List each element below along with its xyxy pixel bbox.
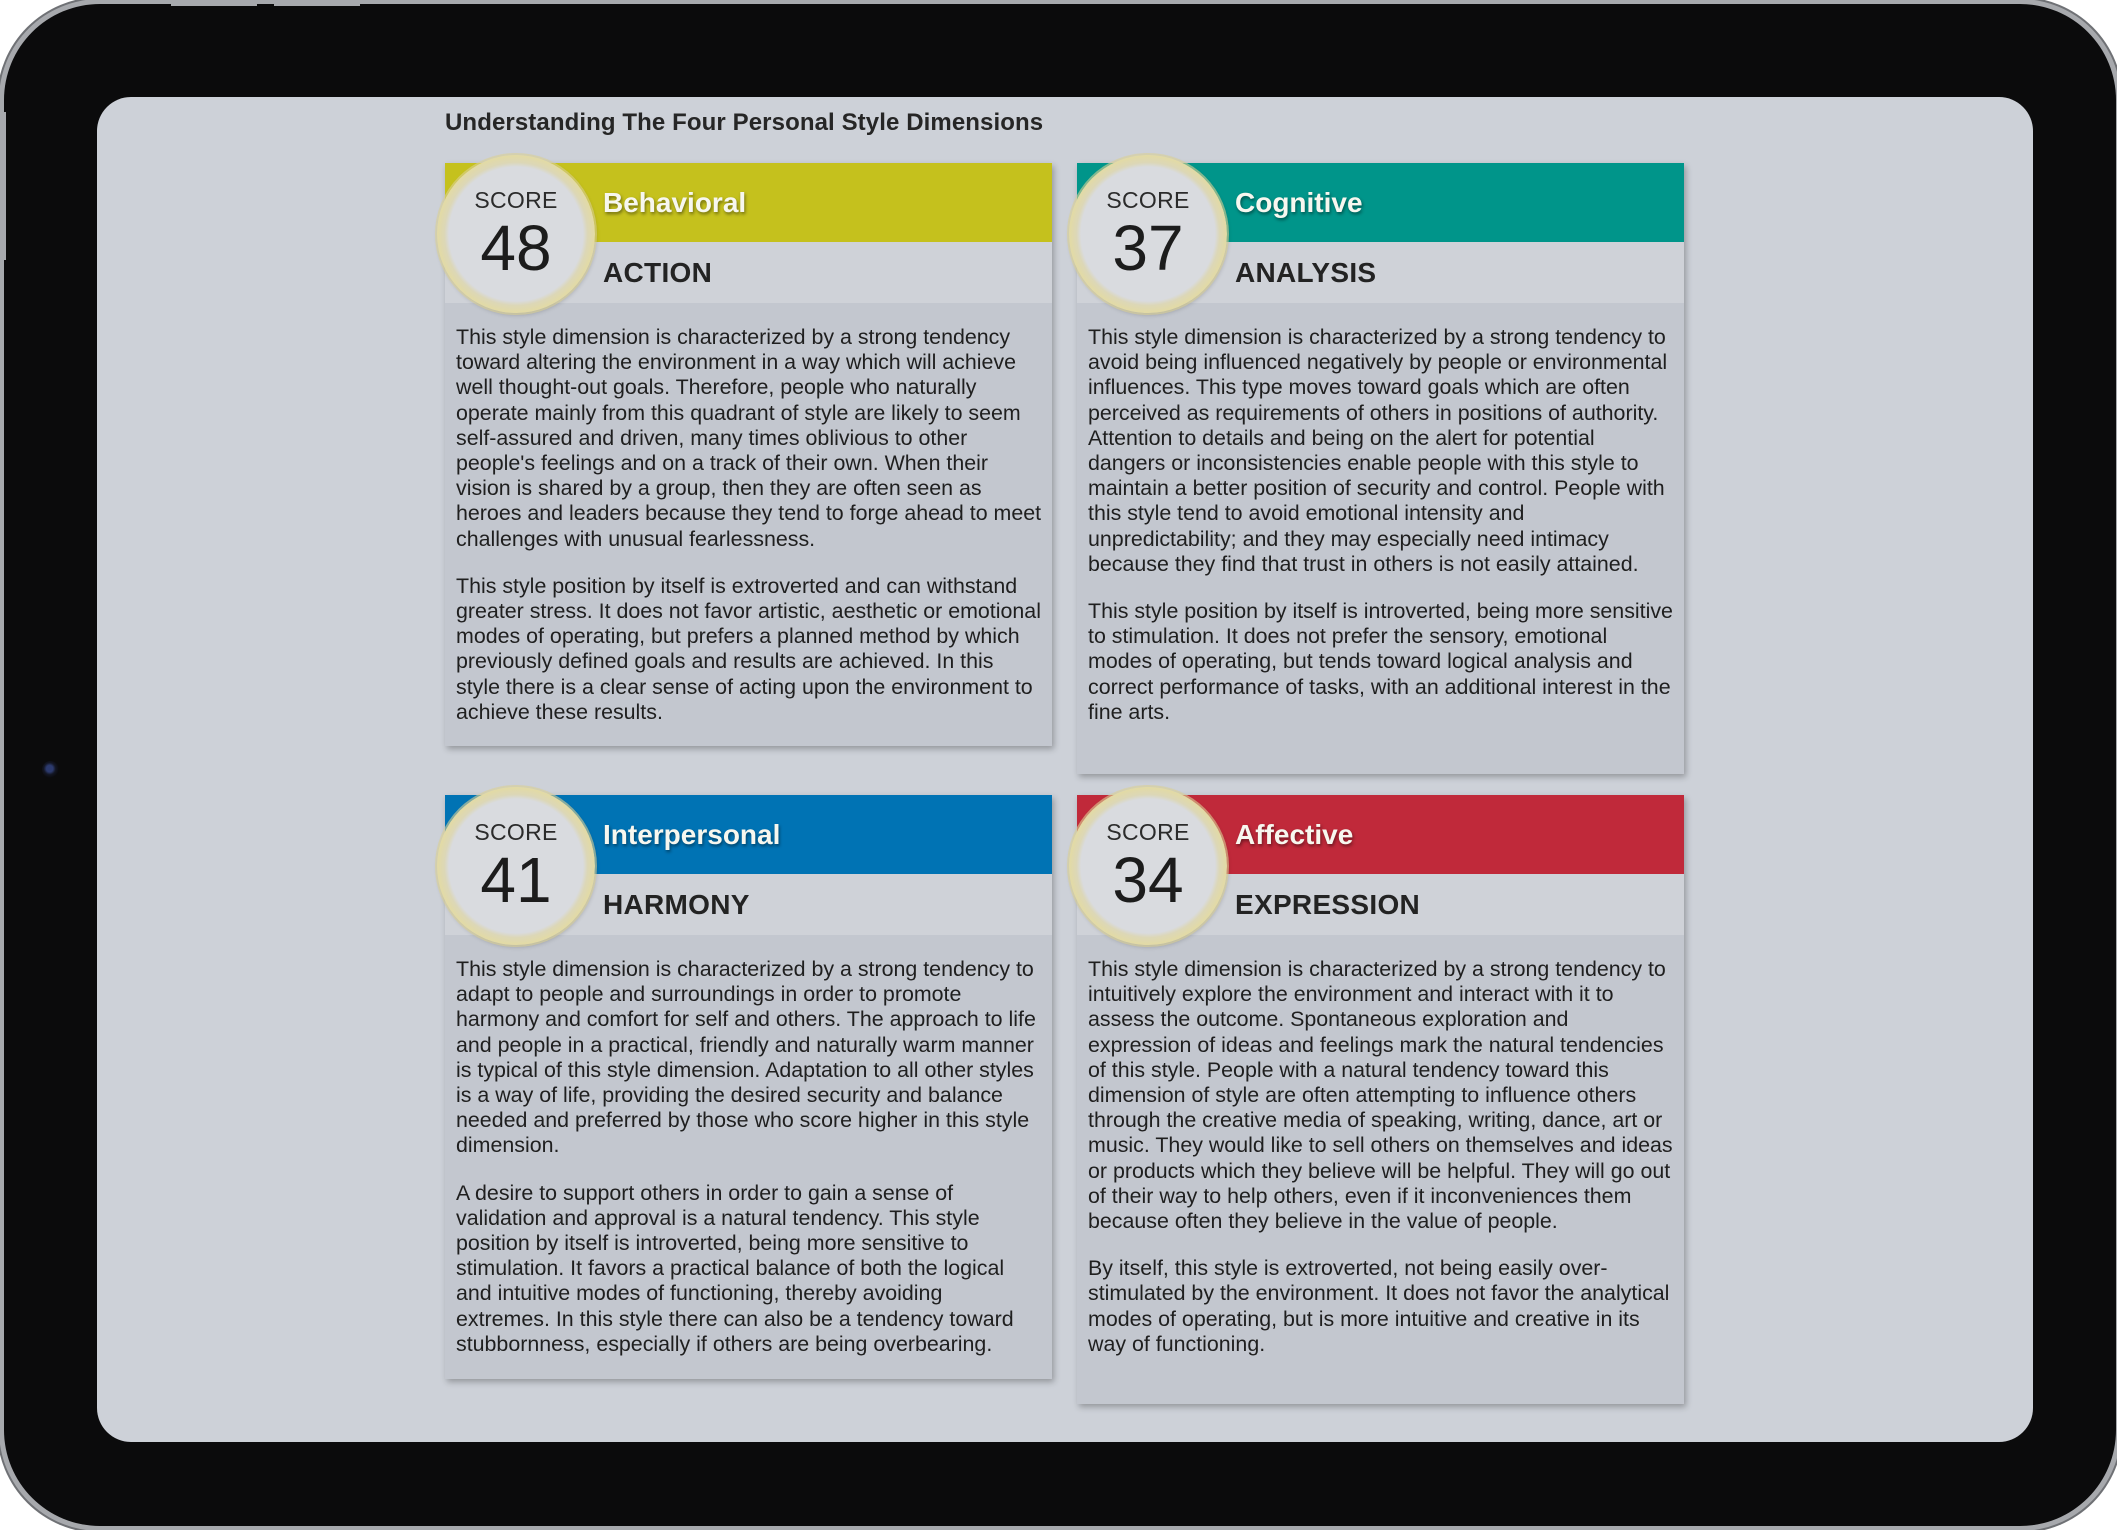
power-button[interactable]	[0, 112, 6, 260]
card-description	[1077, 303, 1684, 725]
score-label: SCORE	[1106, 819, 1190, 845]
style-card-affective	[1077, 795, 1684, 1404]
card-description	[445, 935, 1052, 1357]
score-value: 34	[1112, 844, 1184, 916]
score-value: 48	[480, 212, 552, 284]
description-paragraph: This style dimension is characterized by a strong tendency to adapt to people and surroundings in order to promote harmony and comfort for self and others. The approach to life and people in a practical, friendly and naturally warm manner is typical of this style dimension. Adaptation to all other styles is a way of life, providing the desired security and balance needed and preferred by those who score higher in this style dimension.	[456, 957, 1036, 1158]
score-badge	[1069, 155, 1227, 313]
page-title: Understanding The Four Personal Style Dimensions	[445, 109, 1044, 136]
description-paragraph: This style position by itself is introverted, being more sensitive to stimulation. It does not prefer the sensory, emotional modes of operating, but tends toward logical analysis and correct performance of tasks, with an additional interest in the fine arts.	[1088, 599, 1673, 724]
card-category: Cognitive	[1235, 186, 1363, 218]
card-description	[1077, 935, 1684, 1357]
score-value: 37	[1112, 212, 1184, 284]
card-subtitle: EXPRESSION	[1077, 874, 1684, 935]
score-label: SCORE	[1106, 187, 1190, 213]
card-category: Interpersonal	[603, 818, 781, 850]
score-badge	[437, 155, 595, 313]
tablet-frame	[4, 4, 2116, 1526]
score-value: 41	[480, 844, 552, 916]
card-category: Affective	[1235, 818, 1354, 850]
volume-up-button[interactable]	[171, 0, 257, 6]
description-paragraph: This style dimension is characterized by a strong tendency toward altering the environment in a way which will achieve well thought-out goals. Therefore, people who naturally operate mainly from this quadrant of style are likely to seem self-assured and driven, many times oblivious to other people's feelings and on a track of their own. When their vision is shared by a group, then they are often seen as heroes and leaders because they tend to forge ahead to meet challenges with unusual fearlessness.	[456, 325, 1042, 551]
description-paragraph: This style dimension is characterized by a strong tendency to avoid being influenced negatively by people or environmental influences. This type moves toward goals which are often perceived as requirements of others in positions of authority. Attention to details and being on the alert for potential dangers or inconsistencies enable people with this style to maintain a better position of security and control. People with this style tend to avoid emotional intensity and unpredictability; and they may especially need intimacy because they find that trust in others is not easily attained.	[1088, 325, 1668, 576]
card-subtitle: HARMONY	[445, 874, 1052, 935]
score-label: SCORE	[474, 819, 558, 845]
description-paragraph: This style position by itself is extroverted and can withstand greater stress. It does not favor artistic, aesthetic or emotional modes of operating, but prefers a planned method by which previously defined goals and results are achieved. In this style there is a clear sense of acting upon the environment to achieve these results.	[456, 573, 1041, 724]
score-badge	[437, 787, 595, 945]
style-card-behavioral	[445, 163, 1052, 746]
style-card-interpersonal	[445, 795, 1052, 1379]
style-card-cognitive	[1077, 163, 1684, 774]
description-paragraph: By itself, this style is extroverted, not being easily over-stimulated by the environment. It does not favor the analytical modes of operating, but is more intuitive and creative in its way of functioning.	[1088, 1256, 1670, 1356]
description-paragraph: This style dimension is characterized by a strong tendency to intuitively explore the environment and interact with it to assess the outcome. Spontaneous exploration and expression of ideas and feelings mark the natural tendencies of this style. People with a natural tendency toward this dimension of style are often attempting to influence others through the creative media of speaking, writing, dance, art or music. They would like to sell others on themselves and ideas or products which they believe will be helpful. They will go out of their way to help others, even if it inconveniences them because often they believe in the value of people.	[1088, 957, 1673, 1234]
score-badge	[1069, 787, 1227, 945]
front-camera	[42, 761, 59, 778]
score-label: SCORE	[474, 187, 558, 213]
volume-down-button[interactable]	[274, 0, 360, 6]
tablet-screen	[97, 97, 2033, 1442]
description-paragraph: A desire to support others in order to gain a sense of validation and approval is a natural tendency. This style position by itself is introverted, being more sensitive to stimulation. It favors a practical balance of both the logical and intuitive modes of functioning, thereby avoiding extremes. In this style there can also be a tendency toward stubbornness, especially if others are being overbearing.	[456, 1180, 1014, 1356]
card-description	[445, 303, 1052, 725]
card-subtitle: ANALYSIS	[1077, 242, 1684, 303]
card-subtitle: ACTION	[445, 242, 1052, 303]
card-category: Behavioral	[603, 186, 747, 218]
